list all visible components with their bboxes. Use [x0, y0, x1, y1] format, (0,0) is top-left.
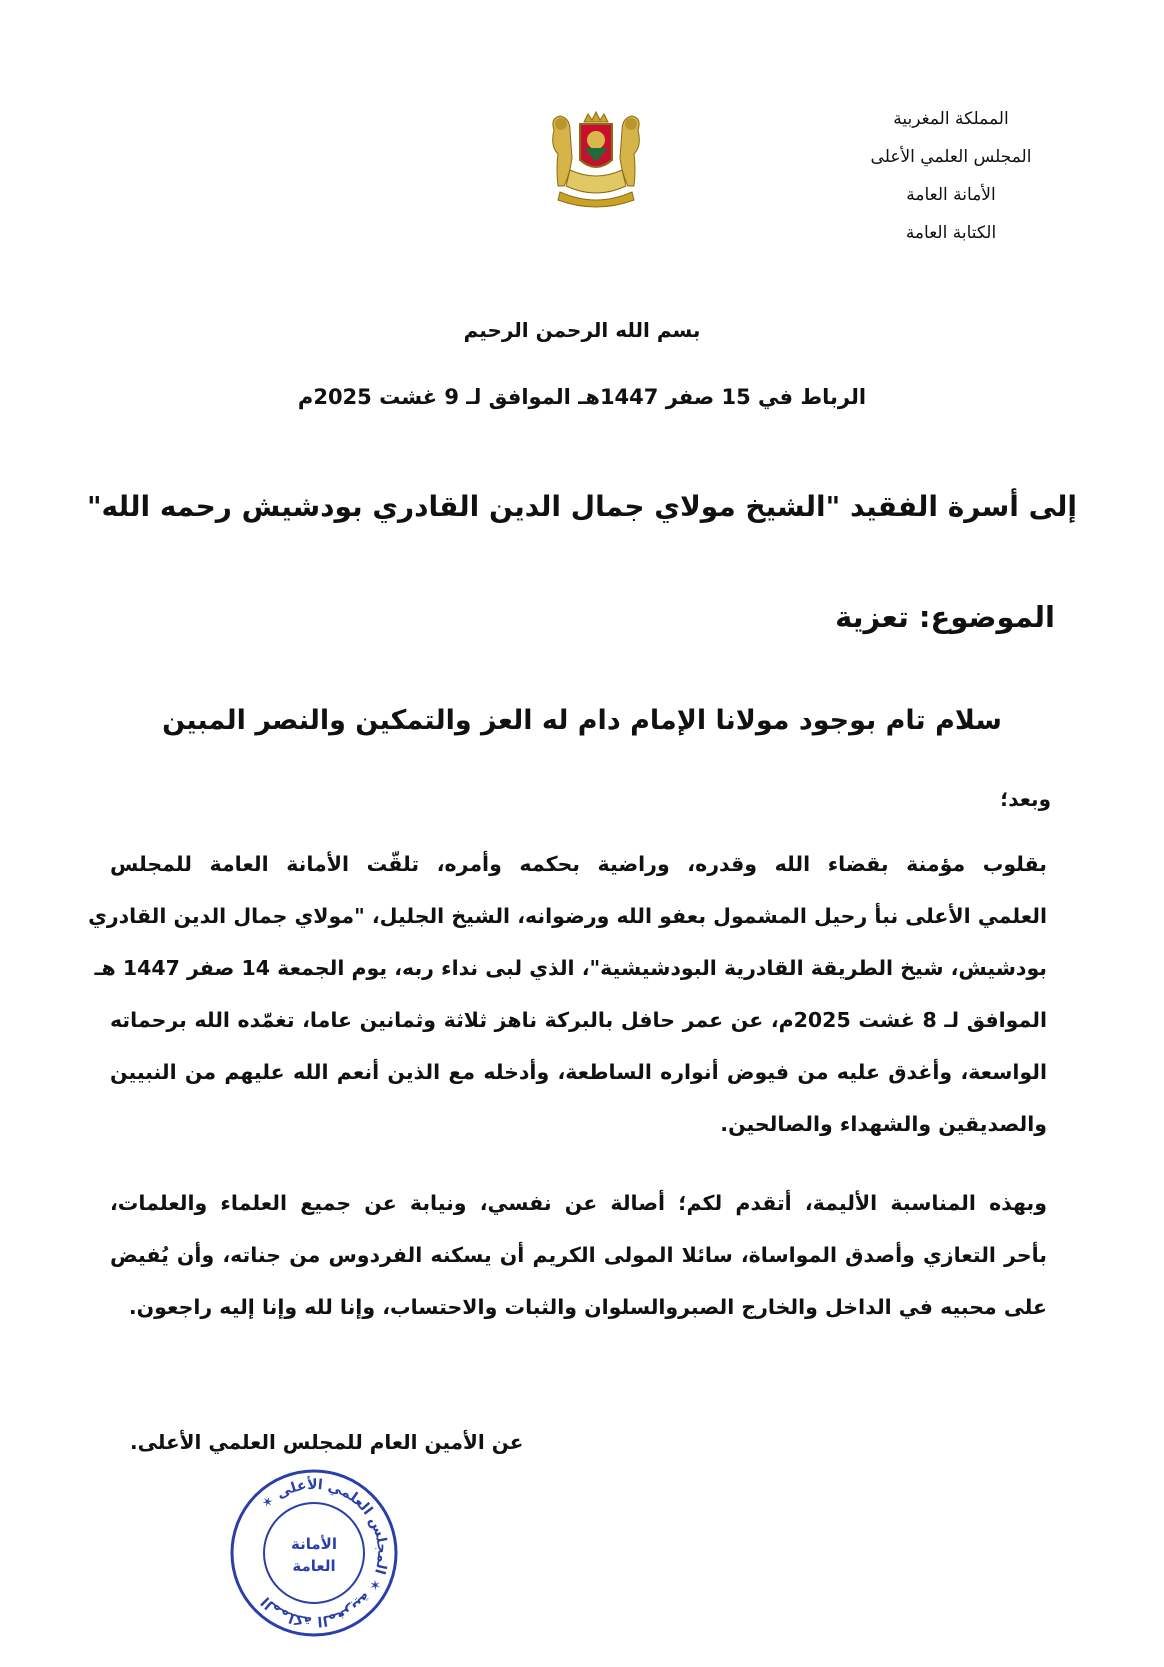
subject-line: الموضوع: تعزية	[835, 600, 1055, 634]
official-stamp	[228, 1467, 400, 1639]
recipient-line: إلى أسرة الفقيد "الشيخ مولاي جمال الدين القادري بودشيش رحمه الله"	[86, 490, 1078, 523]
letterhead-line-secretariat: الأمانة العامة	[906, 185, 996, 205]
paragraph-line: العلمي الأعلى نبأ رحيل المشمول بعفو الله ورضوانه، الشيخ الجليل، "مولاي جمال الدين القادري	[88, 904, 1047, 928]
stamp-outer-ring	[232, 1471, 396, 1635]
paragraph-line: والصديقين والشهداء والصالحين.	[720, 1112, 1047, 1136]
salutation: وبعد؛	[1000, 787, 1051, 811]
paragraph-line: بأحر التعازي وأصدق المواساة، سائلا المولى الكريم أن يسكنه الفردوس من جناته، وأن يُفيض	[110, 1243, 1047, 1267]
signature-line: عن الأمين العام للمجلس العلمي الأعلى.	[130, 1430, 524, 1454]
letterhead-line-council: المجلس العلمي الأعلى	[870, 147, 1032, 167]
paragraph-line: بودشيش، شيخ الطريقة القادرية البودشيشية"، الذي لبى نداء ربه، يوم الجمعة 14 صفر 1447 هـ	[94, 956, 1047, 980]
date-line: الرباط في 15 صفر 1447هـ الموافق لـ 9 غشت 2025م	[297, 385, 867, 409]
greeting-line: سلام تام بوجود مولانا الإمام دام له العز والتمكين والنصر المبين	[162, 705, 1002, 736]
stamp-ring-text: المملكة المغربية ✶ المجلس العلمي الأعلى ✶	[258, 1476, 391, 1630]
letterhead-line-kingdom: المملكة المغربية	[893, 109, 1009, 129]
paragraph-line: الموافق لـ 8 غشت 2025م، عن عمر حافل بالبركة ناهز ثلاثة وثمانين عاما، تغمّده الله برحماته	[110, 1008, 1047, 1032]
paragraph-line: وبهذه المناسبة الأليمة، أتقدم لكم؛ أصالة عن نفسي، ونيابة عن جميع العلماء والعلمات،	[110, 1191, 1047, 1215]
coat-of-arms-icon	[540, 108, 652, 208]
closing-paragraph	[110, 1177, 1047, 1333]
letterhead-line-office: الكتابة العامة	[905, 223, 997, 243]
paragraph-line: بقلوب مؤمنة بقضاء الله وقدره، وراضية بحكمه وأمره، تلقّت الأمانة العامة للمجلس	[110, 852, 1047, 876]
letterhead	[851, 100, 1051, 252]
paragraph-line: على محبيه في الداخل والخارج الصبروالسلوان والثبات والاحتساب، وإنا لله وإنا إليه راجعون.	[128, 1295, 1047, 1319]
stamp-center-line1: الأمانة	[291, 1535, 337, 1553]
stamp-inner-ring	[264, 1503, 364, 1603]
basmala: بسم الله الرحمن الرحيم	[463, 318, 701, 342]
condolence-paragraph	[88, 838, 1047, 1150]
stamp-center-line2: العامة	[292, 1557, 336, 1575]
paragraph-line: الواسعة، وأغدق عليه من فيوض أنواره الساطعة، وأدخله مع الذين أنعم الله عليهم من النبيين	[110, 1060, 1047, 1084]
